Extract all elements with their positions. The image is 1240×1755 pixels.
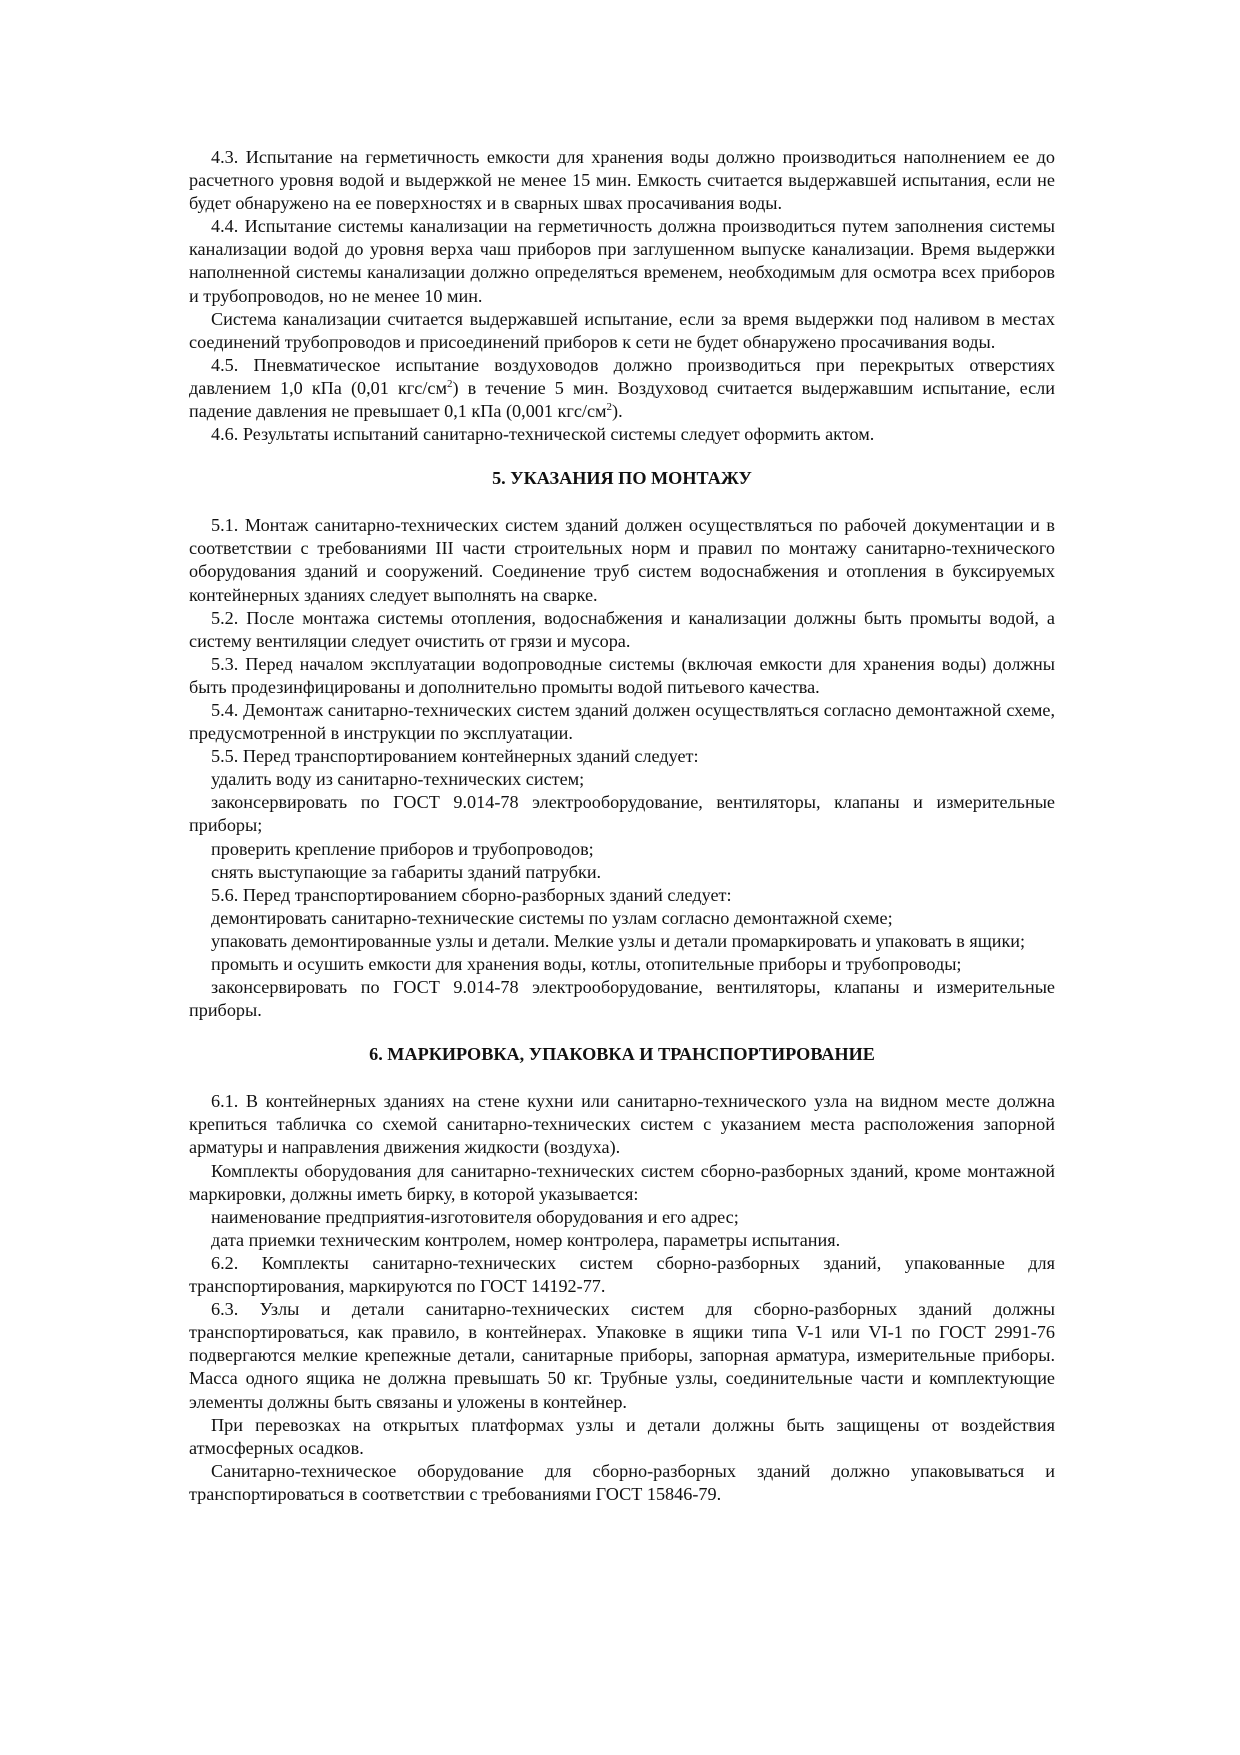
list-item-5-6-1: демонтировать санитарно-технические системы по узлам согласно демонтажной схеме; (211, 907, 893, 928)
list-item-5-5-1: удалить воду из санитарно-технических систем; (211, 769, 585, 790)
superscript-2: 2 (606, 400, 613, 413)
paragraph-4-3: 4.3. Испытание на герметичность емкости для хранения воды должно производиться наполнением ее до расчетного уровня водой и выдержкой не менее 15 мин. Емкость считается выдержавшей испытания, если не будет обнаружено на ее поверхностях и в сварных швах просачивания воды. (189, 147, 1055, 214)
paragraph-5-3: 5.3. Перед началом эксплуатации водопроводные системы (включая емкости для хранения воды) должны быть продезинфицированы и дополнительно промыты водой питьевого качества. (189, 653, 1055, 697)
list-item-6-1-2: дата приемки техническим контролем, номер контролера, параметры испытания. (211, 1229, 841, 1250)
paragraph-6-3-open-platforms: При перевозках на открытых платформах узлы и детали должны быть защищены от воздействия атмосферных осадков. (189, 1414, 1055, 1458)
section-6-heading: 6. МАРКИРОВКА, УПАКОВКА И ТРАНСПОРТИРОВАНИЕ (369, 1044, 875, 1065)
list-item-5-5-2: законсервировать по ГОСТ 9.014-78 электрооборудование, вентиляторы, клапаны и измерительные приборы; (189, 792, 1055, 836)
paragraph-4-5-part-c: ). (612, 401, 623, 422)
paragraph-6-3: 6.3. Узлы и детали санитарно-технических систем для сборно-разборных зданий должны транспортироваться, как правило, в контейнерах. Упаковке в ящики типа V-1 или VI-1 по ГОСТ 2991-76 подвергаются мелкие крепежные детали, санитарные приборы, запорная арматура, измерительные приборы. Масса одного ящика не должна превышать 50 кг. Трубные узлы, соединительные части и комплектующие элементы должны быть связаны и уложены в контейнер. (189, 1299, 1055, 1412)
paragraph-4-5-part-a: 4.5. Пневматическое испытание воздуховодов должно производиться при перекрытых отверстиях давлением 1,0 кПа (0,01 кгс/см (189, 354, 1055, 398)
list-item-5-5-4: снять выступающие за габариты зданий патрубки. (211, 861, 602, 882)
list-item-6-1-1: наименование предприятия-изготовителя оборудования и его адрес; (211, 1206, 739, 1227)
list-item-5-6-2: упаковать демонтированные узлы и детали. Мелкие узлы и детали промаркировать и упаковать в ящики; (211, 930, 1026, 951)
paragraph-6-1: 6.1. В контейнерных зданиях на стене кухни или санитарно-технического узла на видном месте должна крепиться табличка со схемой санитарно-технических систем с указанием места расположения запорной арматуры и направления движения жидкости (воздуха). (189, 1091, 1055, 1158)
list-item-5-5-3: проверить крепление приборов и трубопроводов; (211, 838, 594, 859)
paragraph-4-6: 4.6. Результаты испытаний санитарно-технической системы следует оформить актом. (211, 424, 875, 445)
paragraph-6-1-label-note: Комплекты оборудования для санитарно-технических систем сборно-разборных зданий, кроме монтажной маркировки, должны иметь бирку, в которой указывается: (189, 1160, 1055, 1204)
paragraph-4-4: 4.4. Испытание системы канализации на герметичность должна производиться путем заполнения системы канализации водой до уровня верха чаш приборов при заглушенном выпуске канализации. Время выдержки наполненной системы канализации должно определяться временем, необходимым для осмотра всех приборов и трубопроводов, но не менее 10 мин. (189, 216, 1055, 306)
superscript-2: 2 (446, 377, 453, 390)
paragraph-5-6: 5.6. Перед транспортированием сборно-разборных зданий следует: (211, 884, 732, 905)
document-page (189, 146, 1055, 1506)
paragraph-6-2: 6.2. Комплекты санитарно-технических систем сборно-разборных зданий, упакованные для транспортирования, маркируются по ГОСТ 14192-77. (189, 1252, 1055, 1297)
section-5-heading: 5. УКАЗАНИЯ ПО МОНТАЖУ (492, 468, 752, 489)
list-item-5-6-3: промыть и осушить емкости для хранения воды, котлы, отопительные приборы и трубопроводы; (211, 954, 962, 974)
paragraph-5-1: 5.1. Монтаж санитарно-технических систем зданий должен осуществляться по рабочей документации и в соответствии с требованиями III части строительных норм и правил по монтажу санитарно-технического оборудования зданий и сооружений. Соединение труб систем водоснабжения и отопления в буксируемых контейнерных зданиях следует выполнять на сварке. (189, 515, 1055, 605)
paragraph-6-3-packing: Санитарно-техническое оборудование для сборно-разборных зданий должно упаковываться и транспортироваться в соответствии с требованиями ГОСТ 15846-79. (189, 1460, 1055, 1504)
paragraph-5-2: 5.2. После монтажа системы отопления, водоснабжения и канализации должны быть промыты водой, а систему вентиляции следует очистить от грязи и мусора. (189, 607, 1055, 651)
paragraph-5-5: 5.5. Перед транспортированием контейнерных зданий следует: (211, 746, 699, 767)
paragraph-4-4-note: Система канализации считается выдержавшей испытание, если за время выдержки под наливом в местах соединений трубопроводов и присоединений приборов к сети не будет обнаружено просачивания воды. (189, 308, 1055, 352)
list-item-5-6-4: законсервировать по ГОСТ 9.014-78 электрооборудование, вентиляторы, клапаны и измерительные приборы. (189, 977, 1055, 1021)
paragraph-4-5-part-b: ) в течение 5 мин. Воздуховод считается выдержавшим испытание, если падение давления не превышает 0,1 кПа (0,001 кгс/см (189, 377, 1055, 422)
paragraph-5-4: 5.4. Демонтаж санитарно-технических систем зданий должен осуществляться согласно демонтажной схеме, предусмотренной в инструкции по эксплуатации. (189, 699, 1055, 744)
paragraph-4-5 (189, 354, 1055, 423)
